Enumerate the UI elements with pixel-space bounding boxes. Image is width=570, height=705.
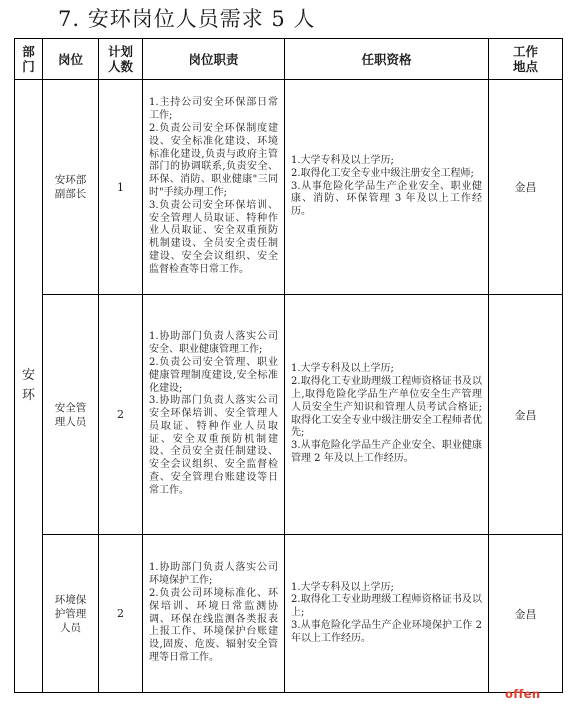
duties-cell	[143, 80, 285, 295]
header-location: 工作 地点	[489, 39, 563, 80]
header-position: 岗位	[43, 39, 99, 80]
qualifications-text: 1.大学专科及以上学历; 2.取得化工专业助理级工程师资格证书及以上; 3.从事危险化学品生产企业环境保护工作 2 年以上工作经历。	[291, 581, 482, 644]
section-title: 7. 安环岗位人员需求 5 人	[58, 7, 316, 31]
table-row	[15, 535, 563, 693]
position-cell: 环境保 护管理 人员	[43, 535, 99, 693]
table-row	[15, 80, 563, 295]
location-cell: 金昌	[489, 80, 563, 295]
qualifications-cell	[285, 295, 489, 535]
count-cell: 1	[99, 80, 143, 295]
header-dept: 部 门	[15, 39, 43, 80]
location-cell: 金昌	[489, 535, 563, 693]
header-qualifications: 任职资格	[285, 39, 489, 80]
duties-cell	[143, 535, 285, 693]
watermark-logo: offen	[505, 687, 541, 701]
location-cell: 金昌	[489, 295, 563, 535]
table-row	[15, 295, 563, 535]
header-plan-count: 计划 人数	[99, 39, 143, 80]
qualifications-cell	[285, 80, 489, 295]
count-cell: 2	[99, 535, 143, 693]
position-requirements-table	[14, 38, 563, 693]
qualifications-cell	[285, 535, 489, 693]
position-cell: 安全管 理人员	[43, 295, 99, 535]
department-cell: 安 环	[15, 80, 43, 693]
duties-cell	[143, 295, 285, 535]
duties-text: 1.协助部门负责人落实公司环境保护工作; 2.负责公司环境标准化、环保培训、环境日常监测协调、环保在线监测各类报表上报工作、环境保护台账建设,固废、危废、辐射安全管理等日常工作。	[149, 562, 278, 663]
duties-text: 1.主持公司安全环保部日常工作; 2.负责公司安全环保制度建设、安全标准化建设、环境标准化建设,负责与政府主管部门的协调联系,负责安全、环保、消防、职业健康"三同时"手续办理工作; 3.负责公司安全环保培训、安全管理人员取证、特种作业人员取证、安全双重预防机制建设、全员安全责任制建设、安全会议组织、安全监督检查等日常工作。	[149, 97, 278, 275]
count-cell: 2	[99, 295, 143, 535]
header-row	[15, 39, 563, 80]
header-duties: 岗位职责	[143, 39, 285, 80]
position-cell: 安环部 副部长	[43, 80, 99, 295]
qualifications-text: 1.大学专科及以上学历; 2.取得化工安全专业中级注册安全工程师; 3.从事危险化学品生产企业安全、职业健康、消防、环保管理 3 年及以上工作经历。	[291, 155, 482, 218]
qualifications-text: 1.大学专科及以上学历; 2.取得化工专业助理级工程师资格证书及以上,取得危险化学品生产单位安全生产管理人员安全生产知识和管理人员考试合格证;取得化工安全专业中级注册安全工程师者优先; 3.从事危险化学品生产企业安全、职业健康管理 2 年及以上工作经历。	[291, 363, 482, 464]
duties-text: 1.协助部门负责人落实公司安全、职业健康管理工作; 2.负责公司安全管理、职业健康管理制度建设,安全标准化建设; 3.协助部门负责人落实公司安全环保培训、安全管理人员取证、特种作业人员取证、安全双重预防机制建设、全员安全责任制建设、安全会议组织、安全监督检查、安全管理台账建设等日常工作。	[149, 331, 278, 496]
